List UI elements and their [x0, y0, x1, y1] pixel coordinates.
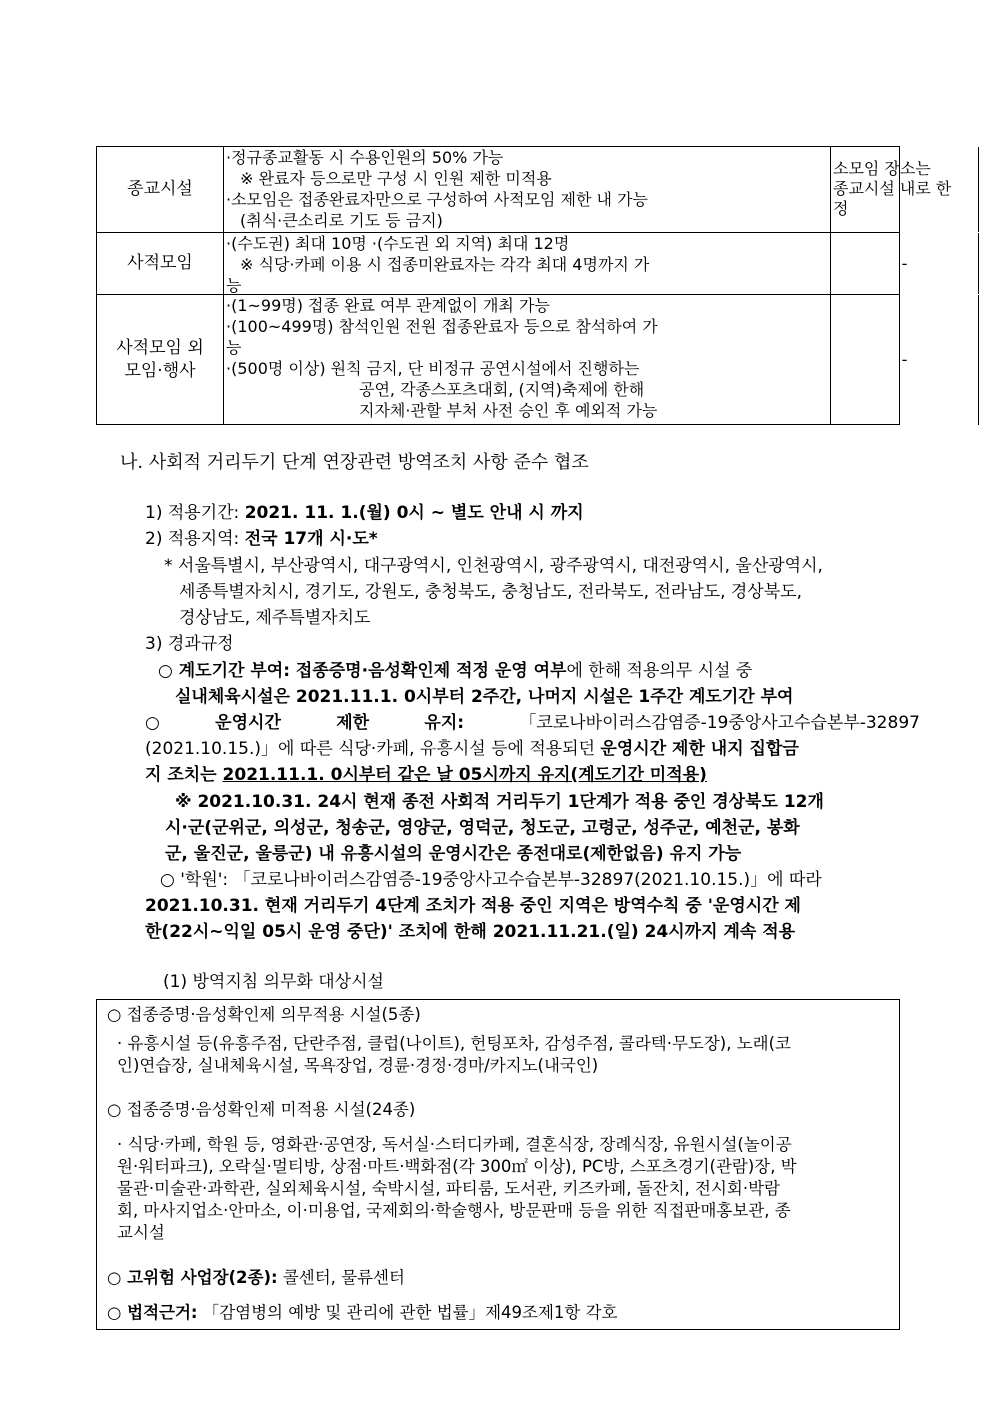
row-note: - [831, 233, 979, 294]
academy-line: ○ '학원': 「코로나바이러스감염증-19중앙사고수습본부-32897(2021.10.15.)」에 따라 [160, 870, 822, 890]
grace-line: 실내체육시설은 2021.11.1. 0시부터 2주간, 나머지 시설은 1주간 계도기간 부여 [175, 687, 794, 707]
subheading: (1) 방역지침 의무화 대상시설 [163, 972, 384, 992]
optime-line: ○ 운영시간 제한 유지: 「코로나바이러스감염증-19중앙사고수습본부-32897 [145, 713, 920, 733]
row-content: ·정규종교활동 시 수용인원의 50% 가능 ※ 완료자 등으로만 구성 시 인원 제한 미적용 ·소모임은 접종완료자만으로 구성하여 사적모임 제한 내 가능 (취식·큰소리로 기도 등 금지) [224, 147, 831, 232]
row-content: ·(1~99명) 접종 완료 여부 관계없이 개최 가능 ·(100~499명) 참석인원 전원 접종완료자 등으로 참석하여 가 능 ·(500명 이상) 원칙 금지, 단 비정규 공연시설에서 진행하는 공연, 각종스포츠대회, (지역)축제에 한해 지자체·관할 부처 사전 승인 후 예외적 가능 [224, 295, 831, 425]
region-item: 2) 적용지역: 전국 17개 시·도* [145, 529, 378, 549]
period-item: 1) 적용기간: 2021. 11. 1.(월) 0시 ~ 별도 안내 시 까지 [145, 503, 584, 523]
section-heading: 나. 사회적 거리두기 단계 연장관련 방역조치 사항 준수 협조 [120, 452, 589, 473]
optime-line: (2021.10.15.)」에 따른 식당·카페, 유흥시설 등에 적용되던 운영시간 제한 내지 집합금 [145, 739, 799, 759]
restrictions-table [96, 146, 952, 425]
facilities-box [96, 999, 900, 1330]
academy-line: 한(22시~익일 05시 운영 중단)' 조치에 한해 2021.11.21.(일) 24시까지 계속 적용 [145, 922, 796, 942]
row-category: 사적모임 외 모임·행사 [97, 295, 224, 425]
row-category: 사적모임 [97, 233, 224, 294]
academy-line: 2021.10.31. 현재 거리두기 4단계 조치가 적용 중인 지역은 방역수칙 중 '운영시간 제 [145, 896, 801, 916]
optime-line: 지 조치는 2021.11.1. 0시부터 같은 날 05시까지 유지(계도기간 미적용) [145, 765, 707, 785]
table-row [97, 147, 952, 233]
grace-line: ○ 계도기간 부여: 접종증명·음성확인제 적정 운영 여부에 한해 적용의무 시설 중 [158, 661, 753, 681]
region-list: 세종특별자치시, 경기도, 강원도, 충청북도, 충청남도, 전라북도, 전라남도, 경상북도, [179, 582, 802, 602]
table-row [97, 295, 908, 425]
box-heading: ○ 법적근거: 「감염병의 예방 및 관리에 관한 법률」제49조제1항 각호 [107, 1303, 618, 1322]
row-note: - [831, 295, 979, 425]
row-content: ·(수도권) 최대 10명 ·(수도권 외 지역) 최대 12명 ※ 식당·카페 이용 시 접종미완료자는 각각 최대 4명까지 가 능 [224, 233, 831, 294]
box-heading: ○ 고위험 사업장(2종): 콜센터, 물류센터 [107, 1268, 405, 1287]
exception-line: 시·군(군위군, 의성군, 청송군, 영양군, 영덕군, 청도군, 고령군, 성주군, 예천군, 봉화 [165, 818, 800, 838]
table-row [97, 233, 908, 295]
box-heading: ○ 접종증명·음성확인제 의무적용 시설(5종) [107, 1005, 421, 1024]
box-heading: ○ 접종증명·음성확인제 미적용 시설(24종) [107, 1100, 416, 1119]
exception-line: 군, 울진군, 울릉군) 내 유흥시설의 운영시간은 종전대로(제한없음) 유지 가능 [165, 844, 742, 864]
row-note: 소모임 장소는 종교시설 내로 한 정 [831, 147, 979, 232]
box-body: · 유흥시설 등(유흥주점, 단란주점, 클럽(나이트), 헌팅포차, 감성주점, 콜라텍·무도장), 노래(코 인)연습장, 실내체육시설, 목욕장업, 경륜·경정·경마/카지노(내국인) [117, 1034, 791, 1075]
transition-heading: 3) 경과규정 [145, 634, 234, 654]
row-category: 종교시설 [97, 147, 224, 232]
box-body: · 식당·카페, 학원 등, 영화관·공연장, 독서실·스터디카페, 결혼식장, 장례식장, 유원시설(놀이공 원·워터파크), 오락실·멀티방, 상점·마트·백화점(각 300㎡ 이상), PC방, 스포츠경기(관람)장, 박 물관·미술관·과학관, 실외체육시설, 숙박시설, 파티룸, 도서관, 키즈카페, 돌잔치, 전시회·박람 회, 마사지업소·안마소, 이·미용업, 국제회의·학술행사, 방문판매 등을 위한 직접판매홍보관, 종 교시설 [117, 1135, 797, 1242]
region-list: 경상남도, 제주특별자치도 [179, 608, 371, 628]
region-list: * 서울특별시, 부산광역시, 대구광역시, 인천광역시, 광주광역시, 대전광역시, 울산광역시, [164, 556, 823, 576]
exception-line: ※ 2021.10.31. 24시 현재 종전 사회적 거리두기 1단계가 적용 중인 경상북도 12개 [175, 792, 824, 812]
